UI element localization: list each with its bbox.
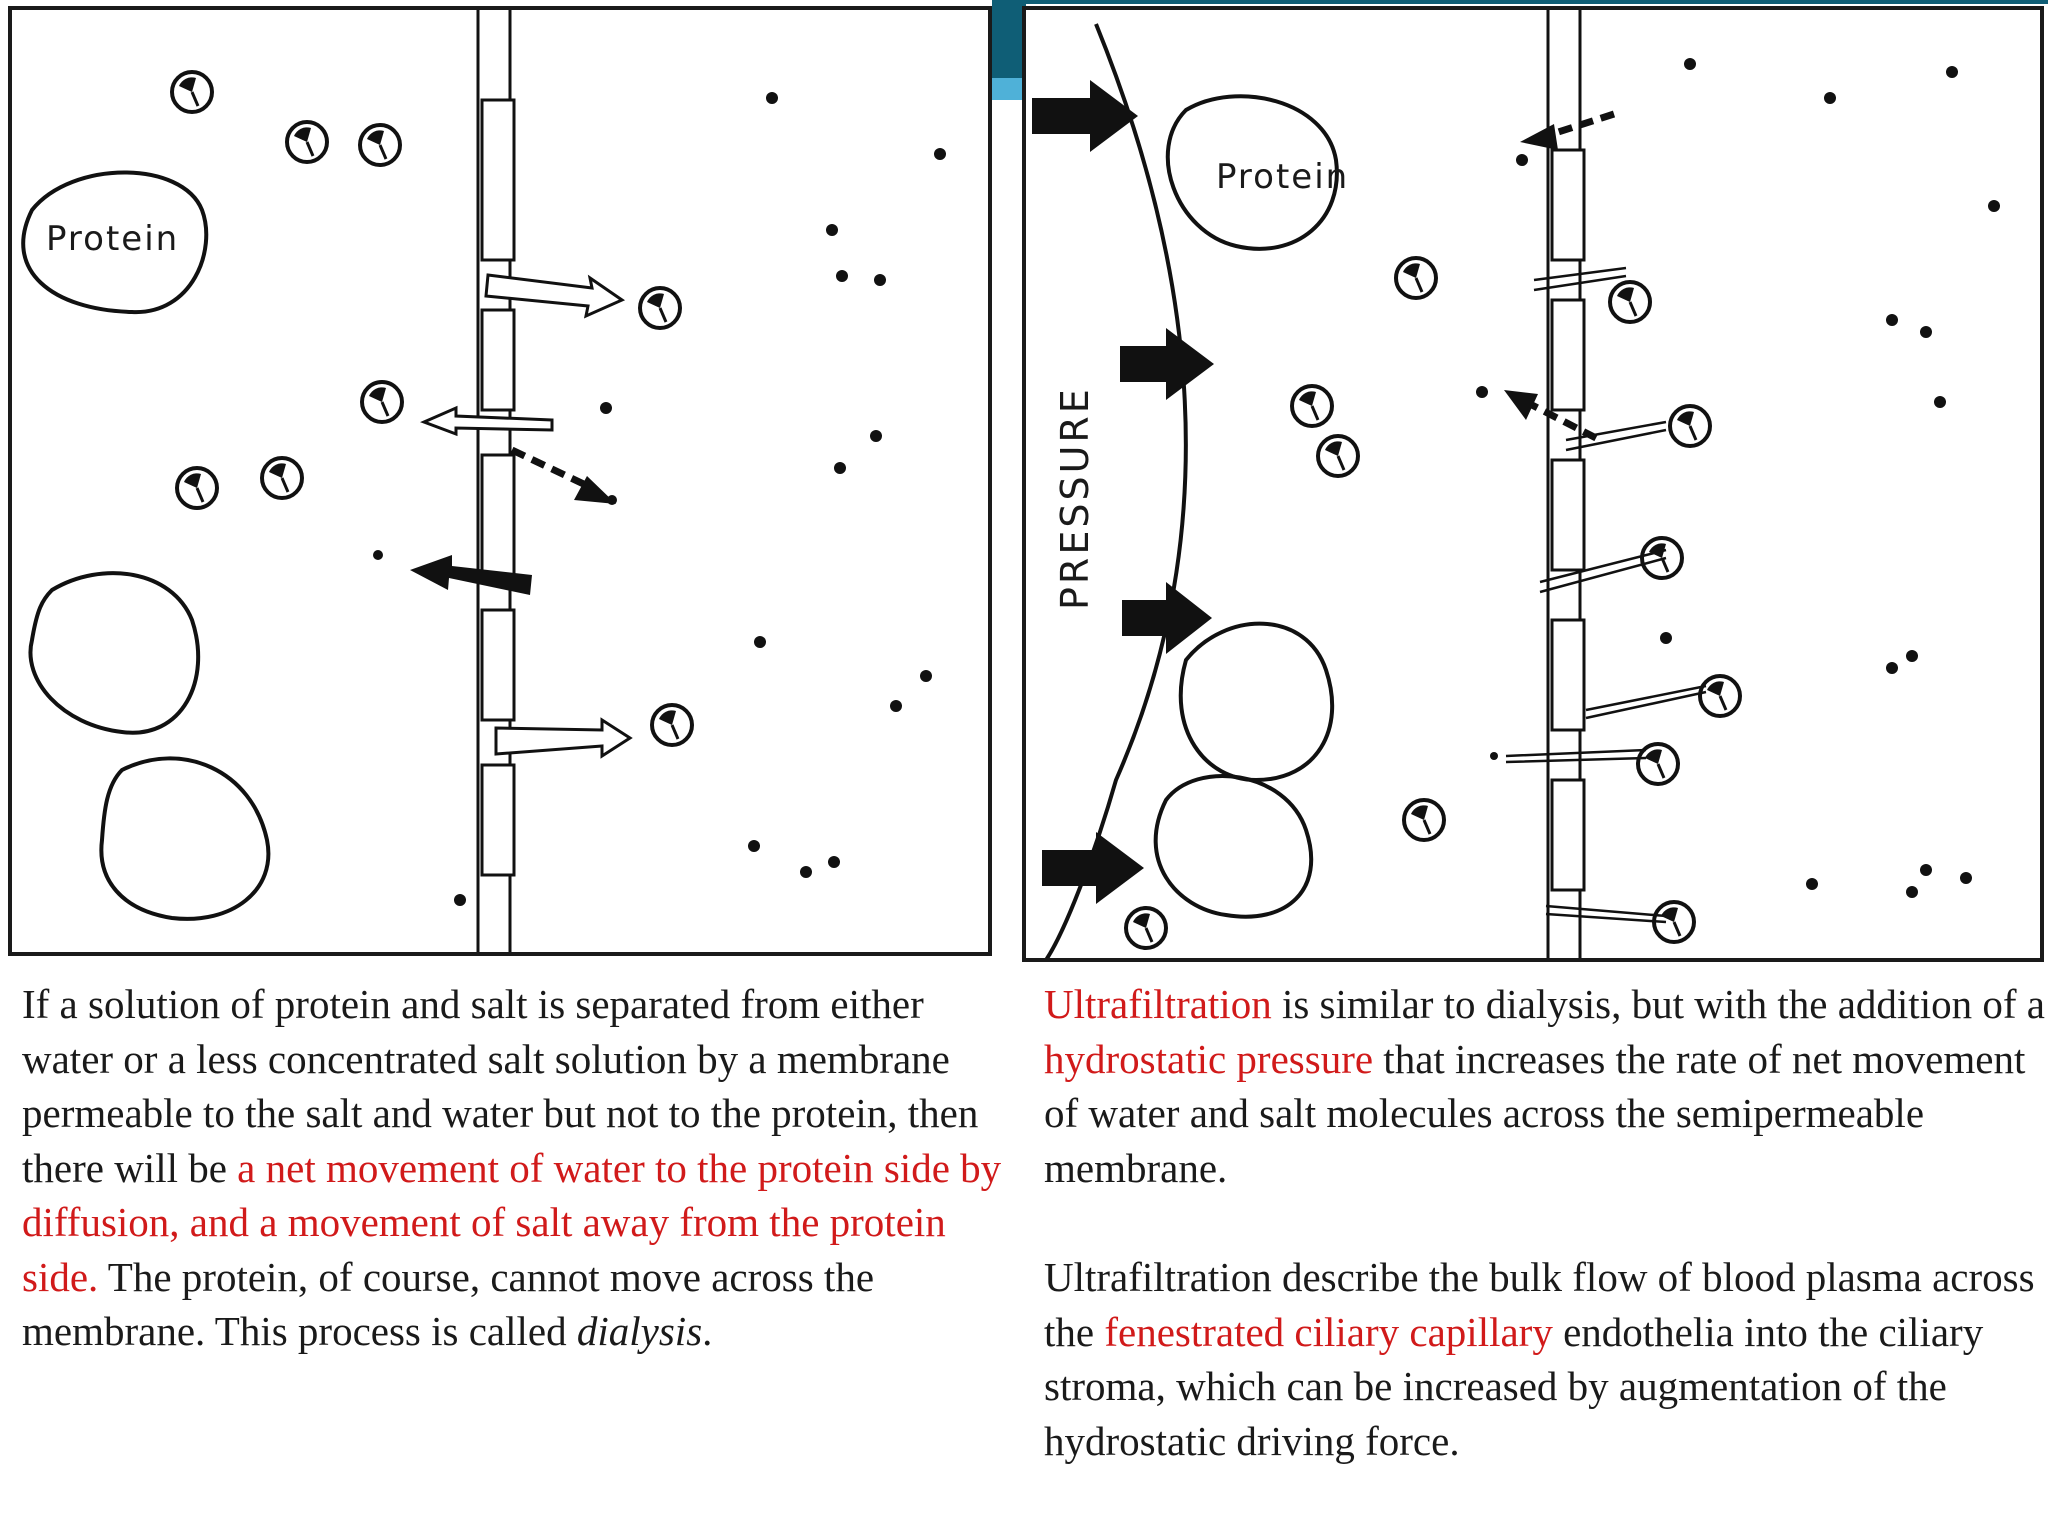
caption-highlight: Ultrafiltration [1044,981,1272,1027]
semipermeable-membrane [1548,10,1584,962]
ultrafiltration-caption [1044,977,2048,1195]
ultrafiltration-diagram-svg [1026,10,2044,962]
caption-highlight: fenestrated ciliary capillary [1104,1308,1553,1355]
protein-molecule [30,573,198,733]
salt-molecule [172,72,692,745]
protein-molecule [1156,776,1312,917]
water-molecule [373,92,946,906]
pressure-label: PRESSURE [1053,386,1097,610]
protein-label: Protein [46,219,180,259]
protein-molecule [1181,624,1332,780]
caption-text: endothelia into the ciliary stroma, which can be increased by augmentation of the hydrostatic driving force. [1044,1308,1984,1464]
caption-italic-term: dialysis [576,1308,703,1354]
caption-text: is similar to dialysis, but with the addition of a [1271,981,2045,1027]
semipermeable-membrane [478,10,514,956]
fenestration-flow-lines [1506,268,1706,922]
caption-text: . [702,1308,713,1354]
caption-highlight: hydrostatic pressure [1044,1035,1374,1082]
caption-highlight: a net movement of water to the protein side by diffusion, and a movement of salt away from the protein side. [22,1144,1002,1300]
protein-label: Protein [1216,157,1350,197]
protein-molecule [101,758,268,918]
caption-text: If a solution of protein and salt is separated from either water or a less concentrated salt solution by a membrane permeable to the salt and water but not to the protein, then there will be [22,981,979,1191]
dialysis-caption [22,977,1012,1359]
caption-text: The protein, of course, cannot move across the membrane. This process is called [22,1253,875,1354]
dialysis-diagram-svg [12,10,992,956]
slide-topline [1026,0,2048,4]
caption-text: Ultrafiltration describe the bulk flow of blood plasma across the [1044,1254,2035,1355]
caption-text: that increases the rate of net movement of water and salt molecules across the semipermeable membrane. [1044,1035,2026,1191]
salt-movement-arrow [424,275,630,756]
slide-accent-light [992,78,1026,100]
dialysis-diagram [8,6,992,956]
ultrafiltration-description [1044,1250,2048,1468]
salt-molecule [1126,258,1740,948]
slide-accent-dark [992,0,1026,78]
ultrafiltration-diagram [1022,6,2044,962]
